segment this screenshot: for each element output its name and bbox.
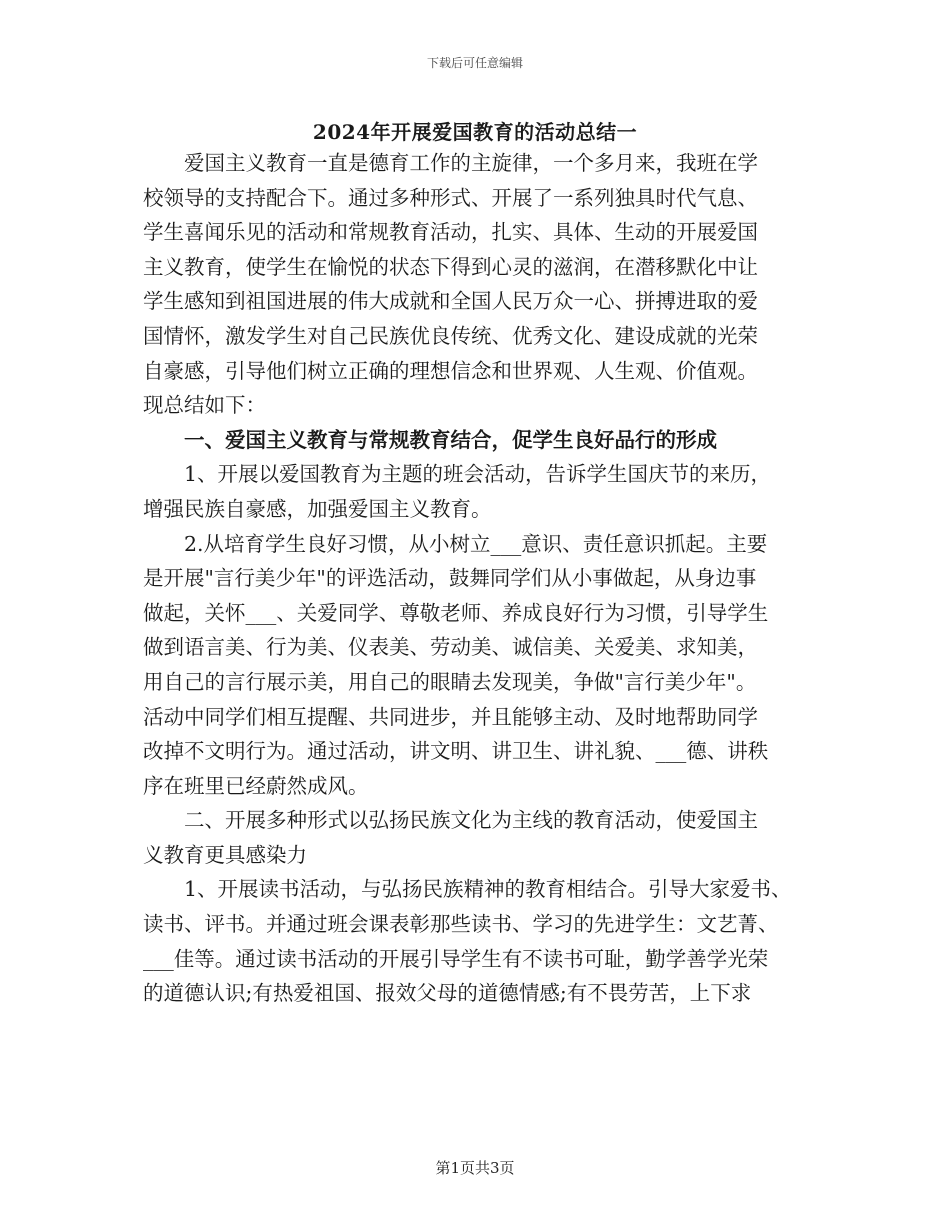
section-heading: 一、爱国主义教育与常规教育结合，促学生良好品行的形成	[184, 427, 717, 452]
section-heading: 二、开展多种形式以弘扬民族文化为主线的教育活动，使爱国主	[184, 808, 758, 833]
paragraph-line: 是开展"言行美少年"的评选活动，鼓舞同学们从小事做起，从身边事	[143, 566, 757, 591]
header-note: 下载后可任意编辑	[426, 56, 523, 70]
paragraph-line: 国情怀，激发学生对自己民族优良传统、优秀文化、建设成就的光荣	[143, 323, 758, 348]
page-number-footer: 第1页共3页	[435, 1159, 515, 1177]
paragraph-line: 改掉不文明行为。通过活动，讲文明、讲卫生、讲礼貌、___德、讲秩	[143, 739, 769, 764]
paragraph-line: 用自己的言行展示美，用自己的眼睛去发现美，争做"言行美少年"。	[143, 669, 757, 694]
paragraph-line: 做到语言美、行为美、仪表美、劳动美、诚信美、关爱美、求知美，	[143, 635, 758, 660]
paragraph-line: 爱国主义教育一直是德育工作的主旋律，一个多月来，我班在学	[184, 151, 758, 175]
paragraph-line: 学生喜闻乐见的活动和常规教育活动，扎实、具体、生动的开展爱国	[143, 220, 758, 245]
paragraph-line: 序在班里已经蔚然成风。	[143, 773, 369, 798]
paragraph-line: 现总结如下：	[143, 393, 266, 418]
document-body	[143, 146, 823, 1011]
paragraph-line: 主义教育，使学生在愉悦的状态下得到心灵的滋润，在潜移默化中让	[143, 254, 758, 279]
paragraph-line: 自豪感，引导他们树立正确的理想信念和世界观、人生观、价值观。	[143, 358, 758, 383]
document-title: 2024年开展爱国教育的活动总结一	[312, 120, 638, 144]
paragraph-line: 1、开展以爱国教育为主题的班会活动，告诉学生国庆节的来历，	[184, 462, 772, 487]
paragraph-line: 义教育更具感染力	[143, 842, 307, 867]
paragraph-line: ___佳等。通过读书活动的开展引导学生有不读书可耻，勤学善学光荣	[143, 946, 769, 971]
paragraph-line: 增强民族自豪感，加强爱国主义教育。	[143, 496, 492, 521]
paragraph-line: 校领导的支持配合下。通过多种形式、开展了一系列独具时代气息、	[143, 185, 758, 210]
paragraph-line: 做起，关怀___、关爱同学、尊敬老师、养成良好行为习惯，引导学生	[143, 600, 769, 625]
paragraph-line: 的道德认识;有热爱祖国、报效父母的道德情感;有不畏劳苦，上下求	[143, 981, 752, 1006]
paragraph-line: 学生感知到祖国进展的伟大成就和全国人民万众一心、拼搏进取的爱	[143, 289, 758, 314]
paragraph-line: 1、开展读书活动，与弘扬民族精神的教育相结合。引导大家爱书、	[184, 877, 792, 902]
paragraph-line: 读书、评书。并通过班会课表彰那些读书、学习的先进学生：文艺菁、	[143, 912, 779, 937]
paragraph-line: 活动中同学们相互提醒、共同进步，并且能够主动、及时地帮助同学	[143, 704, 758, 729]
paragraph-line: 2.从培育学生良好习惯，从小树立___意识、责任意识抓起。主要	[184, 531, 768, 556]
